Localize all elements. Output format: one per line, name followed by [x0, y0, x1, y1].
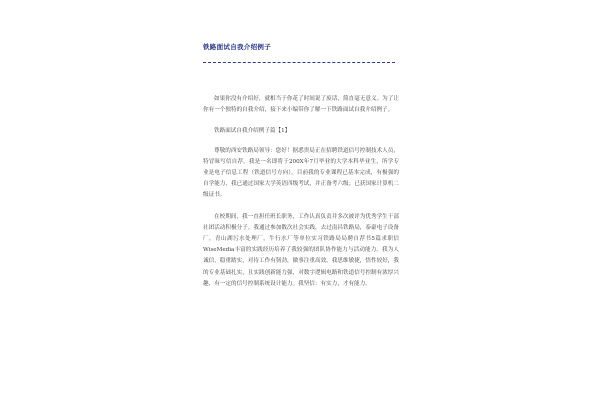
title-divider — [203, 62, 395, 63]
body-paragraph-2: 在校期间，我一直担任班长职务，工作认真负责并多次被评为优秀学生干部社团活动积极分子。我通过参加数次社会实践，去过南昌铁路局，泰豪电子设备厂，青山湖污水处理厂，牛行水厂等单位实习铁路局局聘自荐书5篇求职信WiseMedia丰富的实践经历培养了我较强的团队协作能力与活动能力。我为人诚信，稳重踏实，对待工作有韧劲，做事注重高效。我思维敏捷，悟性较好，我的专业基础扎实，且实践创新能力强，对数字逻辑电路和铁道信号控制有浓厚兴趣，有一定的信号控制系统设计能力。我坚信：有实力，才有能力。 — [203, 213, 399, 287]
document-title: 铁路面试自我介绍例子 — [203, 43, 271, 51]
intro-paragraph: 如果你没有介绍好，就相当于你花了时间说了废话，简直毫无意义。为了让你有一个独特的自我介绍，接下来小编带你了解一下铁路面试自我介绍例子。 — [203, 96, 399, 114]
body-paragraph-1: 尊敬的西安铁路局领导：您好！据悉贵局正在招聘铁道信号控制技术人员，特冒昧写信自荐。我是一名即将于200X年7月毕业的大学本科毕业生，所学专业是电子信息工程（铁道信号方向），目前我的专业课程已基本完成，有极强的自学能力，我已通过国家大学英语四级考试，并正备考六级；已获国家计算机二级证书。 — [203, 147, 399, 199]
document-body — [203, 94, 399, 300]
section-heading: 铁路面试自我介绍例子篇【1】 — [214, 128, 291, 135]
